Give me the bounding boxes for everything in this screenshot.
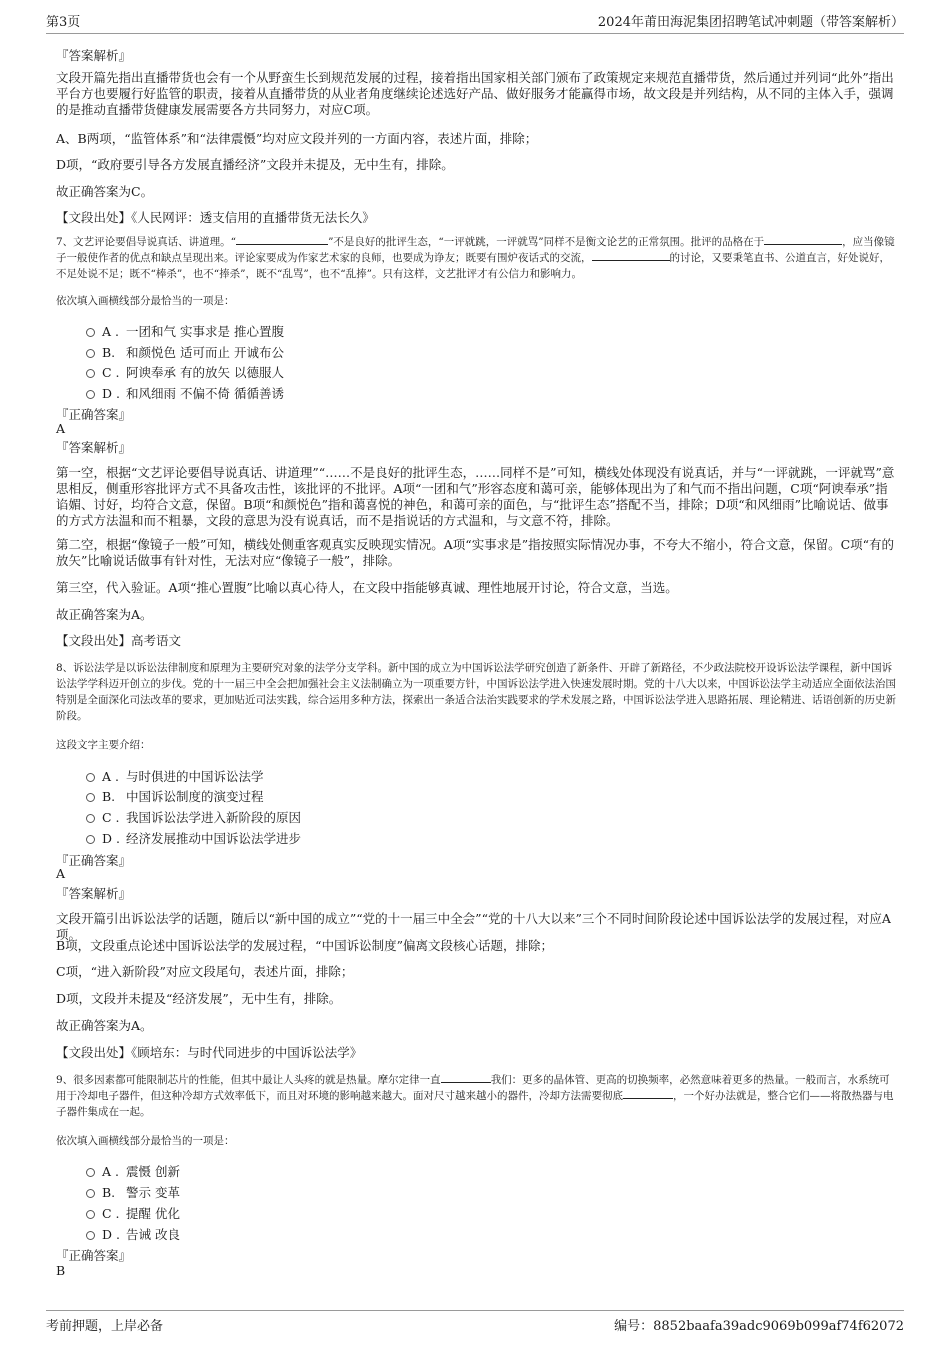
option-b[interactable]: B. 中国诉讼制度的演变过程 xyxy=(86,787,264,805)
answer-explain-label: 『答案解析』 xyxy=(56,886,132,901)
radio-icon[interactable] xyxy=(86,814,95,823)
radio-icon[interactable] xyxy=(86,1168,95,1177)
explain-paragraph: 故正确答案为A。 xyxy=(56,1018,153,1033)
page-footer xyxy=(46,1310,904,1334)
document-id: 编号：8852baafa39adc9069b099af74f62072 xyxy=(614,1319,904,1334)
explain-paragraph: A、B两项，“监管体系”和“法律震慑”均对应文段并列的一方面内容，表述片面，排除； xyxy=(56,131,538,146)
radio-icon[interactable] xyxy=(86,793,95,802)
stem-text: 9、很多因素都可能限制芯片的性能，但其中最让人头疼的就是热量。摩尔定律一直 xyxy=(56,1074,441,1086)
radio-icon[interactable] xyxy=(86,1189,95,1198)
correct-answer: A xyxy=(56,866,66,881)
option-d[interactable]: D . 经济发展推动中国诉讼法学进步 xyxy=(86,829,301,847)
explain-paragraph: 文段开篇先指出直播带货也会有一个从野蛮生长到规范发展的过程，接着指出国家相关部门颁布了政策规定来规范直播带货，然后通过并列词“此外”指出平台方也要履行好监管的职责，接着从直播带货的从业者角度继续论述选好产品、做好服务才能赢得市场，故文段是并列结构，从不同的主体入手，强调的是推动直播带货健康发展需要各方共同努力，对应C项。 xyxy=(56,70,894,117)
option-a[interactable]: A . 震慑 创新 xyxy=(86,1162,180,1180)
question-stem: 8、诉讼法学是以诉讼法律制度和原理为主要研究对象的法学分支学科。新中国的成立为中国诉讼法学研究创造了新条件、开辟了新路径，不少政法院校开设诉讼法学课程，新中国诉讼法学学科迈开创立的步伐。党的十一届三中全会把加强社会主义法制确立为一项重要方针，中国诉讼法学进入快速发展时期。党的十八大以来，中国诉讼法学主动适应全面依法治国特别是全面深化司法改革的要求，更加贴近司法实践，综合运用多种方法，探索出一条适合法治实践要求的学术发展之路，中国诉讼法学进入思路拓展、理论精进、话语创新的历史新阶段。 xyxy=(56,662,896,722)
fill-blank xyxy=(623,1089,673,1099)
option-c[interactable]: C . 提醒 优化 xyxy=(86,1204,180,1222)
question-stem xyxy=(56,1072,896,1120)
explain-paragraph: 第二空，根据“像镜子一般”可知，横线处侧重客观真实反映现实情况。A项“实事求是”指按照实际情况办事，不夸大不缩小，符合文意，保留。C项“有的放矢”比喻说话做事有针对性，无法对应“像镜子一般”，排除。 xyxy=(56,537,895,568)
stem-text: 7、文艺评论要倡导说真话、讲道理。“ xyxy=(56,236,237,248)
footer-slogan: 考前押题，上岸必备 xyxy=(46,1319,164,1334)
explain-paragraph: 第三空，代入验证。A项“推心置腹”比喻以真心待人，在文段中指能够真诚、理性地展开讨论，符合文意，当选。 xyxy=(56,580,678,595)
option-a[interactable]: A . 一团和气 实事求是 推心置腹 xyxy=(86,322,284,340)
radio-icon[interactable] xyxy=(86,349,95,358)
question-stem xyxy=(56,234,896,282)
radio-icon[interactable] xyxy=(86,835,95,844)
source-note: 【文段出处】《顾培东：与时代同进步的中国诉讼法学》 xyxy=(56,1045,363,1060)
question-prompt: 这段文字主要介绍： xyxy=(56,739,151,751)
explain-paragraph: 文段开篇引出诉讼法学的话题，随后以“新中国的成立”“党的十一届三中全会”“党的十八大以来”三个不同时间阶段论述中国诉讼法学的发展过程，对应A项。 xyxy=(56,911,891,942)
correct-answer-label: 『正确答案』 xyxy=(56,407,132,422)
question-prompt: 依次填入画横线部分最恰当的一项是： xyxy=(56,1135,235,1147)
explain-paragraph: 第一空，根据“文艺评论要倡导说真话、讲道理”“……不是良好的批评生态，……同样不是”可知，横线处体现没有说真话，并与“一评就跳，一评就骂”意思相反，侧重形容批评方式不具备攻击性，该批评的不批评。A项“一团和气”形容态度和蔼可亲，能够体现出为了和气而不指出问题，C项“阿谀奉承”指谄媚、讨好，均符合文意，保留。B项“和颜悦色”指和蔼喜悦的神色，和蔼可亲的面色，与“批评生态”搭配不当，排除；D项“和风细雨”比喻说话、做事的方式方法温和而不粗暴，文段的意思为没有说真话，而不是指说话的方式温和，与文意不符，排除。 xyxy=(56,465,895,528)
explain-paragraph: C项，“进入新阶段”对应文段尾句，表述片面，排除； xyxy=(56,964,354,979)
fill-blank xyxy=(441,1073,491,1083)
stem-text: ”不是良好的批评生态，“一评就跳，一评就骂”同样不是衡文论艺的正常氛围。批评的品格在于 xyxy=(328,236,765,248)
source-note: 【文段出处】高考语文 xyxy=(56,633,182,648)
explain-paragraph: D项，文段并未提及“经济发展”，无中生有，排除。 xyxy=(56,991,342,1006)
explain-paragraph: B项，文段重点论述中国诉讼法学的发展过程，“中国诉讼制度”偏离文段核心话题，排除； xyxy=(56,938,553,953)
document-title: 2024年莆田海泥集团招聘笔试冲刺题（带答案解析） xyxy=(597,15,904,30)
radio-icon[interactable] xyxy=(86,1231,95,1240)
correct-answer-label: 『正确答案』 xyxy=(56,853,132,868)
page-header xyxy=(46,12,904,34)
option-d[interactable]: D . 和风细雨 不偏不倚 循循善诱 xyxy=(86,384,284,402)
stem-text: ，一个好办法就是，整合它们——将散热器与电子器件集成在一起。 xyxy=(56,1090,894,1118)
correct-answer-label: 『正确答案』 xyxy=(56,1248,132,1263)
fill-blank xyxy=(764,235,842,245)
fill-blank xyxy=(236,235,328,245)
source-note: 【文段出处】《人民网评：透支信用的直播带货无法长久》 xyxy=(56,210,375,225)
explain-paragraph: D项，“政府要引导各方发展直播经济”文段并未提及，无中生有，排除。 xyxy=(56,157,454,172)
option-c[interactable]: C . 我国诉讼法学进入新阶段的原因 xyxy=(86,808,301,826)
radio-icon[interactable] xyxy=(86,773,95,782)
option-c[interactable]: C . 阿谀奉承 有的放矢 以德服人 xyxy=(86,363,284,381)
option-d[interactable]: D . 告诫 改良 xyxy=(86,1225,180,1243)
radio-icon[interactable] xyxy=(86,328,95,337)
answer-explain-label: 『答案解析』 xyxy=(56,440,132,455)
radio-icon[interactable] xyxy=(86,390,95,399)
fill-blank xyxy=(592,251,670,261)
question-prompt: 依次填入画横线部分最恰当的一项是： xyxy=(56,295,235,307)
correct-answer: B xyxy=(56,1263,66,1278)
stem-text: 我们：更多的晶体管、更高的切换频率，必然意味着更多的热量。一般而言，水系统可用于冷却电子器件，但这种冷却方式效率低下，而且对环境的影响越来越大。面对尺寸越来越小的器件，冷却方法需要彻底 xyxy=(56,1074,890,1102)
explain-paragraph: 故正确答案为C。 xyxy=(56,184,154,199)
stem-text: 的讨论，又要秉笔直书、公道直言，好处说好，不足处说不足；既不“棒杀”，也不“捧杀”，既不“乱骂”，也不“乱捧”。只有这样，文艺批评才有公信力和影响力。 xyxy=(56,252,890,280)
radio-icon[interactable] xyxy=(86,369,95,378)
page-number: 第3页 xyxy=(46,15,81,30)
option-a[interactable]: A . 与时俱进的中国诉讼法学 xyxy=(86,767,264,785)
explain-paragraph: 故正确答案为A。 xyxy=(56,607,153,622)
answer-explain-label: 『答案解析』 xyxy=(56,48,132,63)
radio-icon[interactable] xyxy=(86,1210,95,1219)
correct-answer: A xyxy=(56,421,66,436)
stem-text: ，应当像镜子一般使作者的优点和缺点呈现出来。评论家要成为作家艺术家的良师，也要成为诤友；既要有围炉夜话式的交流， xyxy=(56,236,895,264)
option-b[interactable]: B. 警示 变革 xyxy=(86,1183,180,1201)
option-b[interactable]: B. 和颜悦色 适可而止 开诚布公 xyxy=(86,343,284,361)
